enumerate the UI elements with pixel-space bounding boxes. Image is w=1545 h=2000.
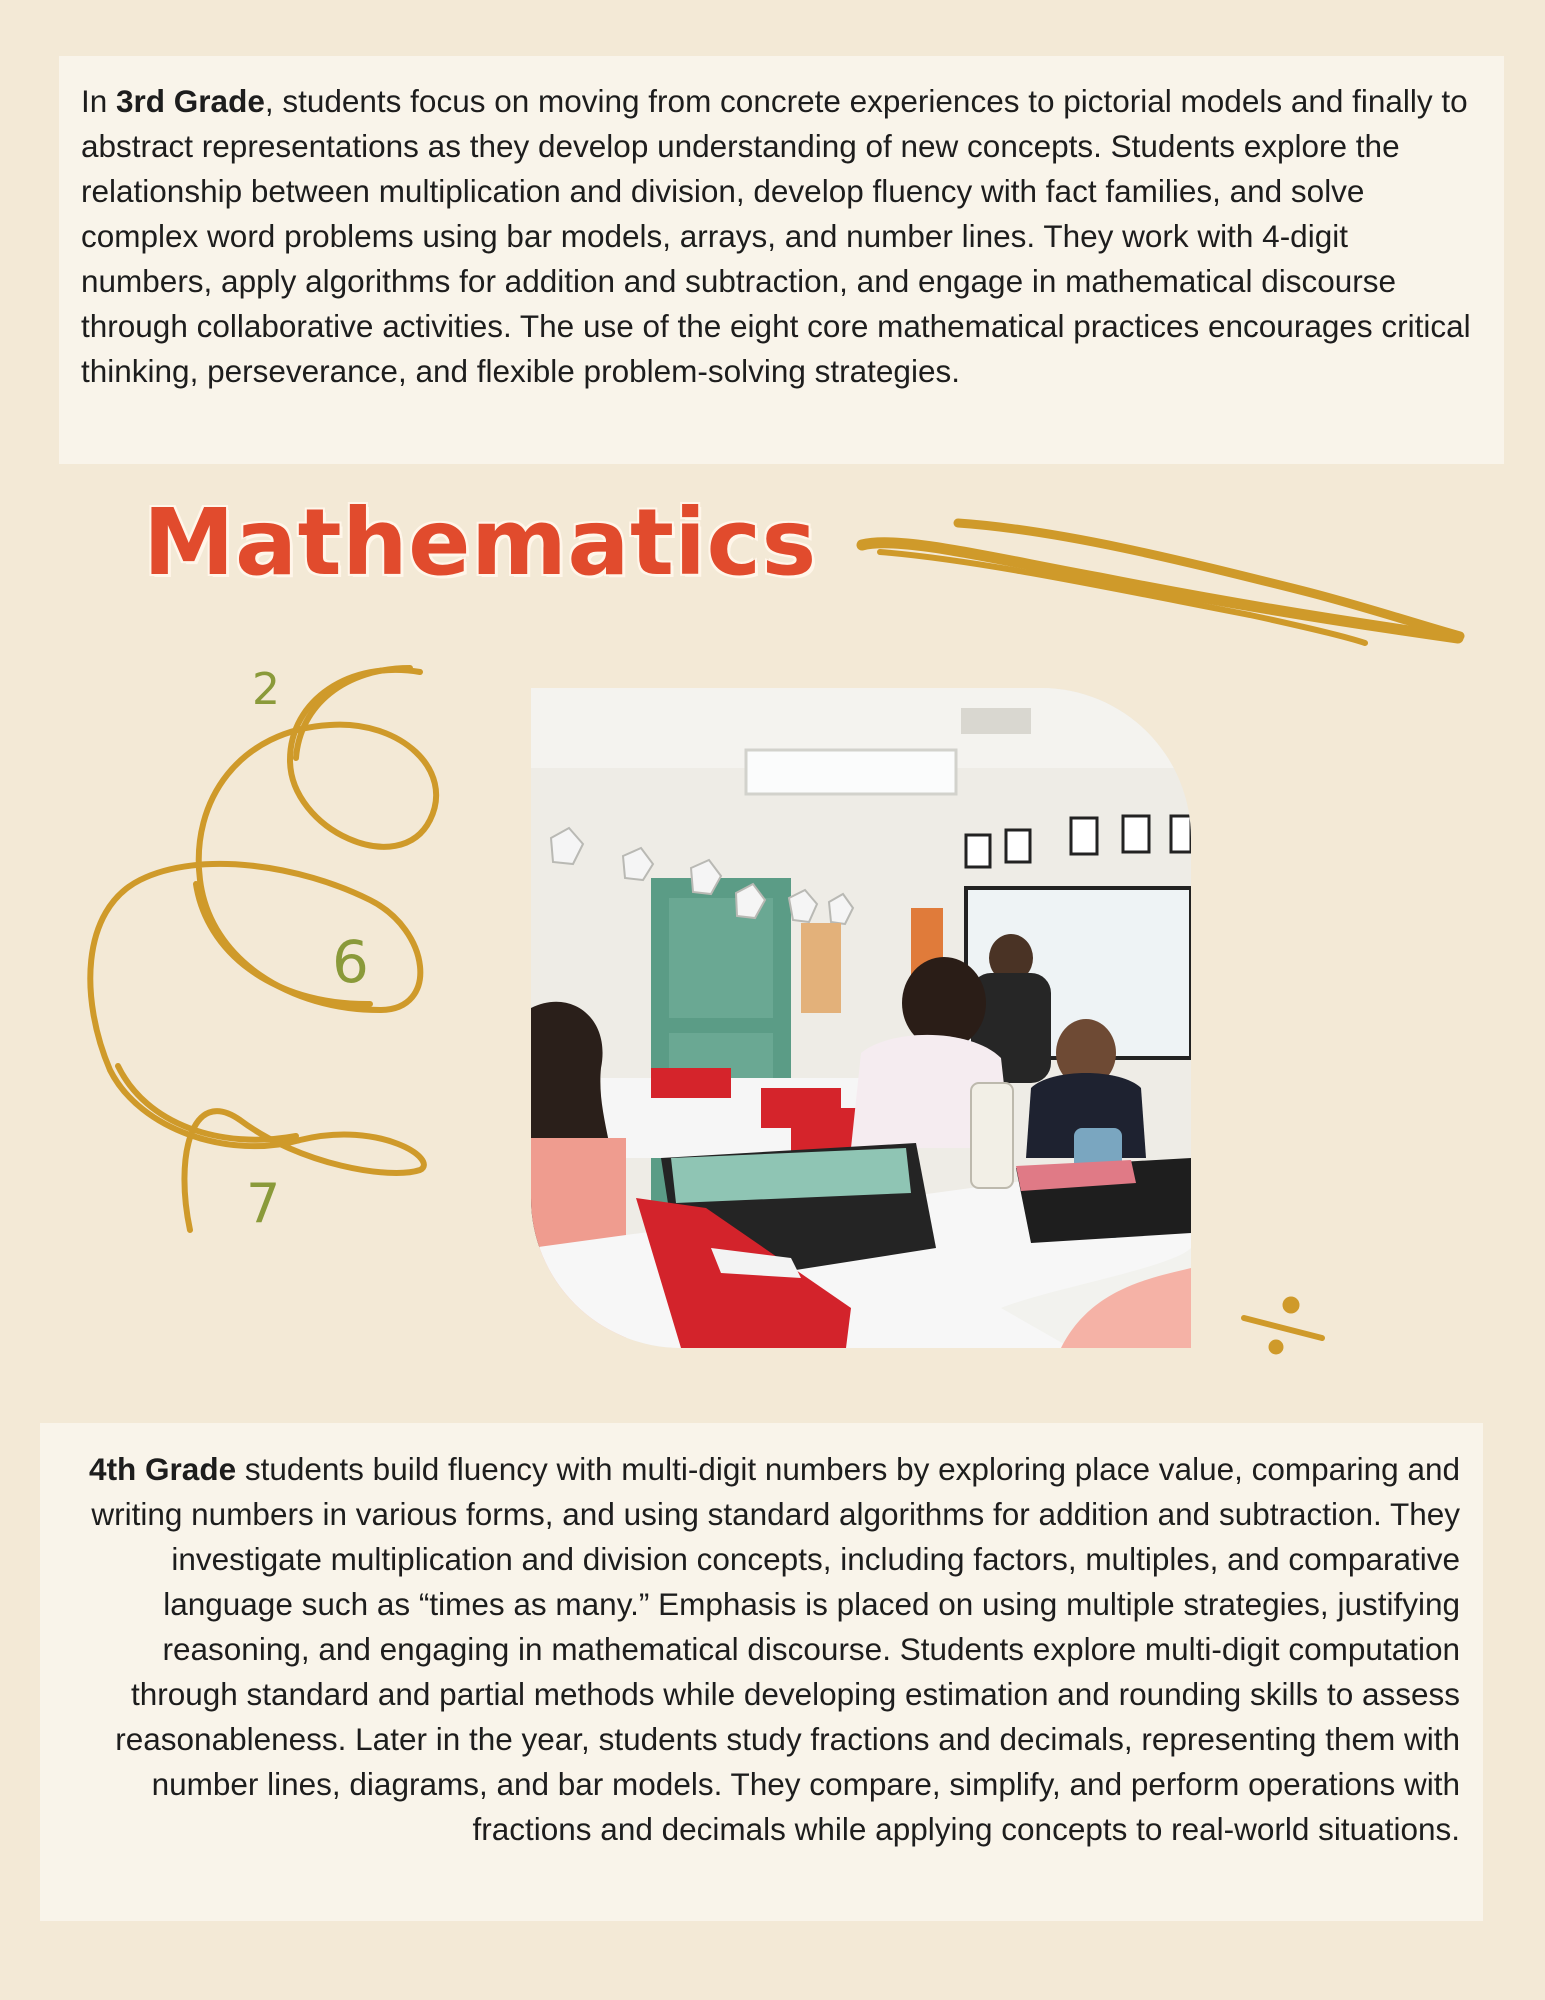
doodle-number-7: 7 bbox=[246, 1172, 281, 1235]
doodle-number-6: 6 bbox=[332, 928, 369, 996]
spiral-doodle bbox=[90, 668, 436, 1230]
division-symbol-doodle bbox=[1244, 1297, 1322, 1354]
classroom-photo bbox=[531, 688, 1191, 1348]
classroom-illustration bbox=[531, 688, 1191, 1348]
grade-4-body: students build fluency with multi-digit numbers by exploring place value, comparing and writing numbers in various forms, and using standard algorithms for addition and subtraction. They investigate multiplication and division concepts, including factors, multiples, and comparative language such as “times as many.” Emphasis is placed on using multiple strategies, justifying reasoning, and engaging in mathematical discourse. Students explore multi-digit computation through standard and partial methods while developing estimation and rounding skills to assess reasonableness. Later in the year, students study fractions and decimals, representing them with number lines, diagrams, and bar models. They compare, simplify, and perform operations with fractions and decimals while applying concepts to real-world situations. bbox=[91, 1451, 1460, 1847]
page-title: Mathematics bbox=[143, 489, 817, 596]
title-underline-scribble bbox=[862, 523, 1460, 643]
grade-3-label: 3rd Grade bbox=[116, 83, 265, 119]
intro-body: , students focus on moving from concrete experiences to pictorial models and finally to abstract representations as they develop understanding of new concepts. Students explore the relationship between multiplication and division, develop fluency with fact families, and solve complex word problems using bar models, arrays, and number lines. They work with 4-digit numbers, apply algorithms for addition and subtraction, and engage in mathematical discourse through collaborative activities. The use of the eight core mathematical practices encourages critical thinking, perseverance, and flexible problem-solving strategies. bbox=[81, 83, 1471, 389]
grade-4-label: 4th Grade bbox=[89, 1451, 237, 1487]
grade-4-text bbox=[40, 1423, 1483, 1921]
intro-lead: In bbox=[81, 83, 117, 119]
doodle-number-2: 2 bbox=[252, 664, 280, 715]
